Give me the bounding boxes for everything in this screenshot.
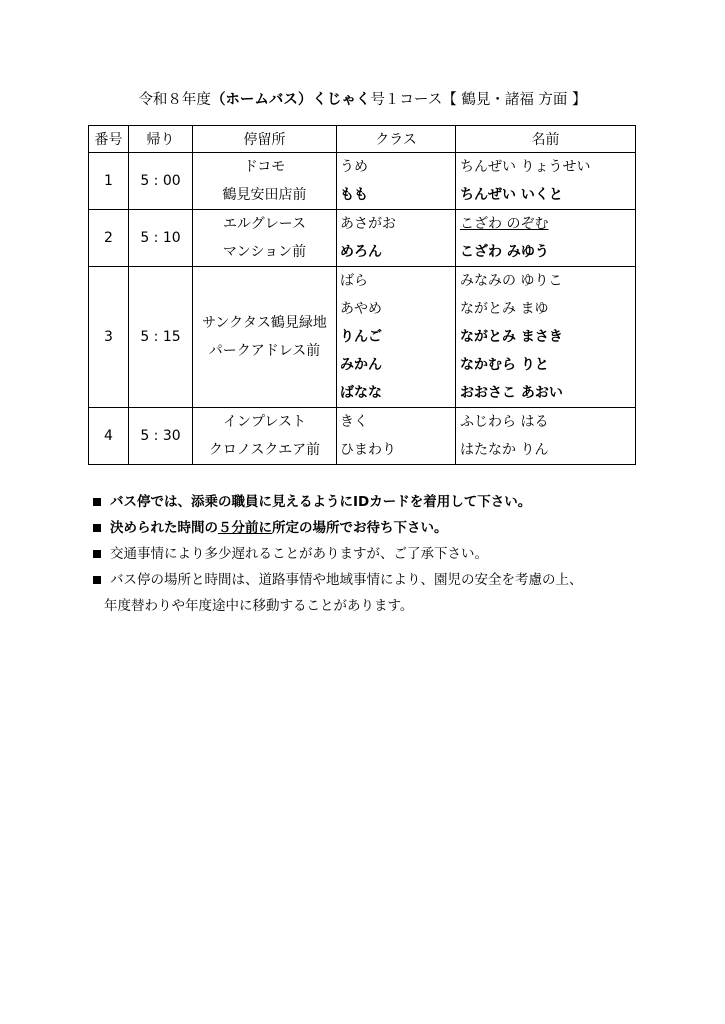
bus-stop-line: パークアドレス前: [208, 343, 321, 359]
note-segment: バス停では、添乗の職員に見えるようにIDカードを着用して下さい。: [110, 494, 532, 510]
child-name-text: ながとみ まさき: [460, 329, 563, 345]
child-name-text: こざわ のぞむ: [460, 216, 549, 232]
bus-stop-line: サンクタス鶴見緑地: [202, 315, 327, 331]
class-name: みかん: [340, 357, 382, 373]
name-cell: [456, 153, 636, 210]
title-area: 【 鶴見・諸福 方面 】: [442, 92, 587, 108]
note-text: [110, 518, 448, 538]
class-name: うめ: [340, 159, 368, 175]
title-bus-name: （ホームバス）くじゃく: [210, 92, 371, 108]
bus-schedule-table: [88, 125, 636, 465]
square-bullet-icon: [93, 524, 101, 532]
bus-stop-line: マンション前: [222, 244, 307, 260]
note-line: [110, 544, 488, 564]
stop-number: 2: [89, 210, 129, 267]
square-bullet-icon: [93, 576, 101, 584]
table-body: [89, 153, 636, 465]
child-name-text: なかむら りと: [460, 357, 549, 373]
note-item: [93, 544, 693, 564]
note-text: [104, 570, 583, 616]
square-bullet-icon: [93, 498, 101, 506]
return-time: 5 : 15: [129, 267, 193, 408]
header-bus-stop: 停留所: [193, 126, 337, 153]
bus-stop: [193, 267, 337, 408]
class-name: ひまわり: [340, 442, 396, 458]
class-cell: [337, 267, 456, 408]
table-row: [89, 408, 636, 465]
child-name: [456, 323, 635, 351]
child-name-text: こざわ みゆう: [460, 244, 549, 260]
note-continuation: 年度替わりや年度途中に移動することがあります。: [104, 598, 414, 614]
note-item: [93, 492, 693, 512]
note-text: [110, 544, 488, 564]
name-cell: [456, 267, 636, 408]
table-row: [89, 267, 636, 408]
table-row: [89, 153, 636, 210]
bus-stop-line: 鶴見安田店前: [222, 187, 307, 203]
child-name: [456, 238, 635, 266]
stop-number: 3: [89, 267, 129, 408]
child-name-text: ちんぜい いくと: [460, 187, 563, 203]
name-cell: [456, 210, 636, 267]
bus-stop: [193, 153, 337, 210]
class-name: ばなな: [340, 385, 382, 401]
child-name-text: ちんぜい りょうせい: [460, 159, 591, 175]
child-name-text: はたなか りん: [460, 442, 549, 458]
bus-stop-line: ドコモ: [243, 159, 286, 175]
child-name: [456, 408, 635, 436]
note-text: [110, 492, 531, 512]
notes-list: [93, 492, 693, 622]
bus-stop-line: クロノスクエア前: [208, 442, 321, 458]
child-name: [456, 379, 635, 407]
child-name: [456, 153, 635, 181]
note-segment: ５分前に: [218, 520, 272, 536]
stop-number: 4: [89, 408, 129, 465]
header-name: 名前: [456, 126, 636, 153]
stop-number: 1: [89, 153, 129, 210]
bus-stop-line: エルグレース: [222, 216, 307, 232]
class-cell: [337, 210, 456, 267]
bus-stop: [193, 408, 337, 465]
title-course: 号１コース: [370, 92, 443, 108]
child-name-text: おおさこ あおい: [460, 385, 563, 401]
class-name: あさがお: [340, 216, 396, 232]
return-time: 5 : 10: [129, 210, 193, 267]
title-prefix: 令和８年度: [138, 92, 211, 108]
class-name: きく: [340, 414, 368, 430]
return-time: 5 : 30: [129, 408, 193, 465]
child-name-text: みなみの ゆりこ: [460, 273, 563, 289]
note-line: [110, 492, 531, 512]
return-time: 5 : 00: [129, 153, 193, 210]
name-cell: [456, 408, 636, 465]
note-item: [93, 570, 693, 616]
note-item: [93, 518, 693, 538]
child-name: [456, 436, 635, 464]
note-segment: 交通事情により多少遅れることがありますが、ご了承下さい。: [110, 546, 488, 562]
table-header-row: [89, 126, 636, 153]
note-line: [110, 570, 583, 590]
table-row: [89, 210, 636, 267]
header-return-time: 帰り: [129, 126, 193, 153]
bus-stop: [193, 210, 337, 267]
class-name: もも: [340, 187, 368, 203]
note-line: [110, 518, 448, 538]
child-name: [456, 295, 635, 323]
child-name: [456, 267, 635, 295]
child-name: [456, 210, 635, 238]
class-cell: [337, 153, 456, 210]
header-number: 番号: [89, 126, 129, 153]
class-cell: [337, 408, 456, 465]
class-name: あやめ: [340, 301, 382, 317]
note-segment: 決められた時間の: [110, 520, 218, 536]
class-name: めろん: [340, 244, 382, 260]
document-title: [0, 88, 725, 109]
child-name-text: ふじわら はる: [460, 414, 549, 430]
child-name-text: ながとみ まゆ: [460, 301, 549, 317]
note-segment: 所定の場所でお待ち下さい。: [272, 520, 448, 536]
child-name: [456, 351, 635, 379]
child-name: [456, 181, 635, 209]
bus-stop-line: インプレスト: [222, 414, 307, 430]
note-segment: バス停の場所と時間は、道路事情や地域事情により、園児の安全を考慮の上、: [110, 572, 583, 588]
class-name: りんご: [340, 329, 382, 345]
header-class: クラス: [337, 126, 456, 153]
class-name: ばら: [340, 273, 368, 289]
square-bullet-icon: [93, 550, 101, 558]
